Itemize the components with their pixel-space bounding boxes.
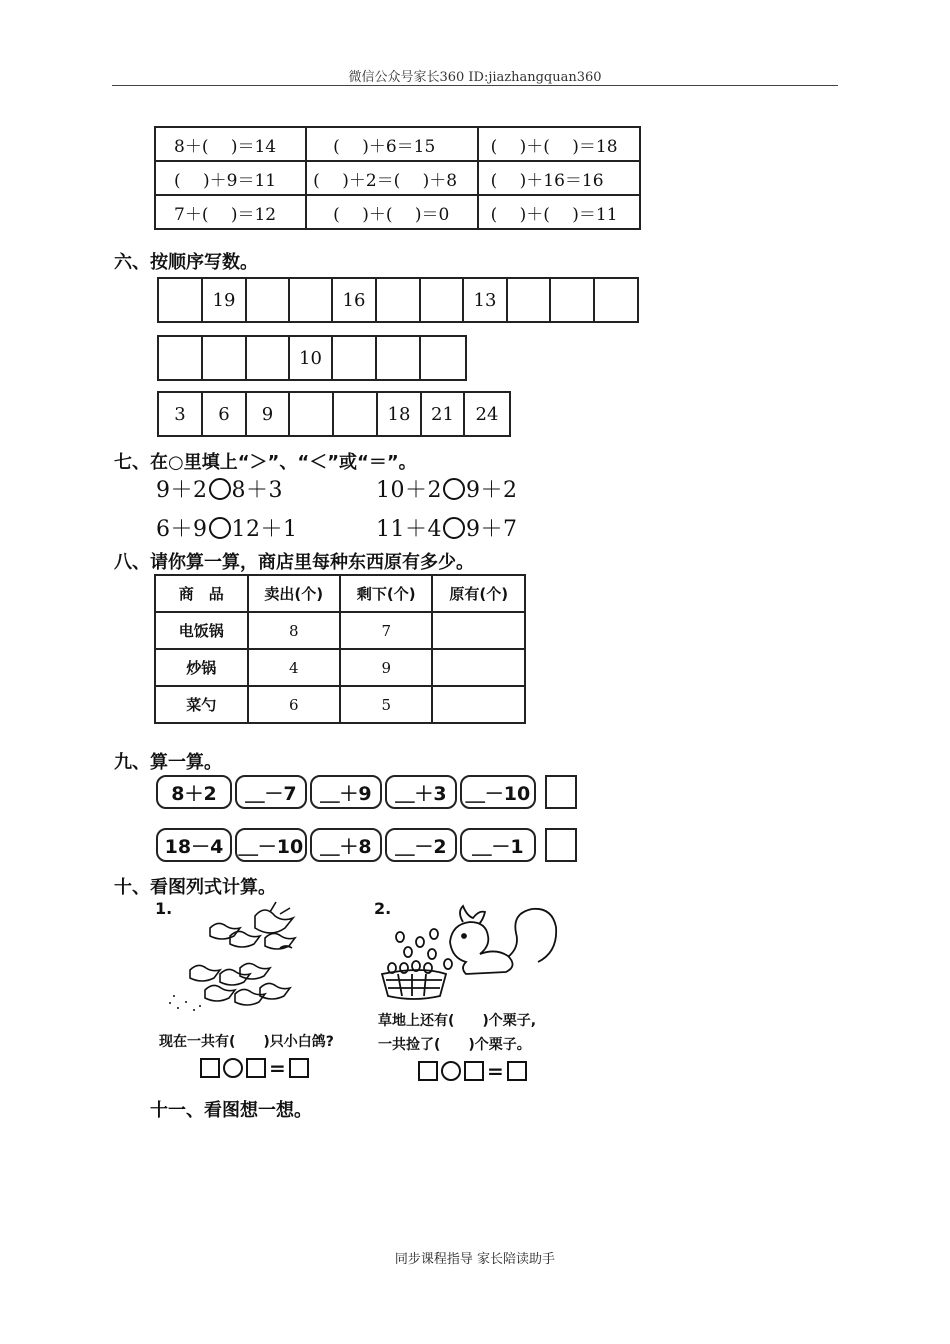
sequence-cell[interactable]: 6 — [203, 393, 247, 435]
sequence-cell[interactable] — [247, 337, 290, 379]
item-name: 菜勺 — [155, 686, 248, 723]
sold-cell: 4 — [248, 649, 340, 686]
page-header: 微信公众号家长360 ID:jiazhangquan360 — [348, 70, 602, 85]
compare-right: 8＋3 — [231, 478, 283, 503]
sequence-cell[interactable]: 3 — [159, 393, 203, 435]
pigeons-illustration — [160, 898, 330, 1018]
problem-1-number: 1. — [155, 899, 173, 918]
compare-item — [376, 473, 518, 504]
sequence-cell[interactable] — [377, 279, 421, 321]
answer-box[interactable] — [464, 1061, 484, 1081]
sequence-cell[interactable]: 19 — [203, 279, 247, 321]
sequence-cell[interactable] — [421, 337, 465, 379]
sequence-cell[interactable] — [290, 279, 333, 321]
sequence-cell[interactable]: 24 — [475, 403, 499, 425]
compare-circle[interactable] — [209, 517, 231, 539]
problem-2-number: 2. — [374, 899, 392, 918]
compare-circle[interactable] — [443, 517, 465, 539]
equation-cell[interactable]: ( )＋2＝( )＋8 — [306, 161, 477, 195]
sequence-cell[interactable] — [247, 279, 290, 321]
sequence-row-2 — [157, 335, 467, 381]
sold-cell: 8 — [248, 612, 340, 649]
original-cell[interactable] — [432, 649, 525, 686]
equation-cell[interactable]: ( )＋9＝11 — [155, 161, 306, 195]
chain-step[interactable]: ＿－10 — [235, 828, 307, 862]
sequence-cell[interactable]: 9 — [247, 393, 290, 435]
compare-right: 12＋1 — [231, 517, 298, 542]
table-row — [155, 161, 640, 195]
table-row — [155, 195, 640, 229]
sequence-cell[interactable] — [421, 279, 464, 321]
sequence-cell[interactable] — [203, 337, 247, 379]
equation-cell[interactable]: ( )＋6＝15 — [306, 127, 477, 161]
header-divider — [112, 85, 838, 86]
original-cell[interactable] — [432, 612, 525, 649]
equals-sign: = — [269, 1056, 286, 1080]
left-cell: 9 — [340, 649, 432, 686]
compare-left: 10＋2 — [376, 478, 442, 503]
chain-step[interactable]: ＿－2 — [385, 828, 457, 862]
equation-cell[interactable]: ( )＋( )＝11 — [478, 195, 640, 229]
problem-1-text: 现在一共有( )只小白鸽? — [159, 1034, 334, 1050]
equation-cell[interactable]: ( )＋( )＝0 — [306, 195, 477, 229]
equation-cell[interactable]: 8＋( )＝14 — [155, 127, 306, 161]
compare-circle[interactable] — [443, 478, 465, 500]
calc-chain-2 — [156, 828, 577, 862]
sequence-cell[interactable]: 10 — [290, 337, 333, 379]
sequence-cell[interactable]: 18 — [378, 393, 422, 435]
chain-step: 18－4 — [156, 828, 232, 862]
section-7-title: 七、在○里填上“＞”、“＜”或“＝”。 — [114, 452, 417, 473]
original-cell[interactable] — [432, 686, 525, 723]
answer-box[interactable] — [545, 775, 577, 809]
sequence-cell[interactable] — [333, 337, 377, 379]
table-row — [155, 686, 525, 723]
sequence-cell[interactable] — [377, 337, 421, 379]
chain-step[interactable]: ＿－7 — [235, 775, 307, 809]
operator-circle[interactable] — [441, 1061, 461, 1081]
equation-cell[interactable]: ( )＋16＝16 — [478, 161, 640, 195]
sequence-cell[interactable] — [334, 393, 378, 435]
column-header: 商 品 — [155, 575, 248, 612]
chain-step: 8＋2 — [156, 775, 232, 809]
answer-box[interactable] — [200, 1058, 220, 1078]
compare-circle[interactable] — [209, 478, 231, 500]
compare-item — [156, 473, 283, 504]
left-cell: 7 — [340, 612, 432, 649]
answer-box[interactable] — [418, 1061, 438, 1081]
section-10-title: 十、看图列式计算。 — [114, 877, 276, 898]
equation-cell[interactable]: ( )＋( )＝18 — [478, 127, 640, 161]
answer-box[interactable] — [289, 1058, 309, 1078]
chain-step[interactable]: ＿－10 — [460, 775, 536, 809]
sold-cell: 6 — [248, 686, 340, 723]
calc-chain-1 — [156, 775, 577, 809]
operator-circle[interactable] — [223, 1058, 243, 1078]
problem-1-answer — [200, 1058, 309, 1078]
squirrel-illustration — [378, 902, 568, 1002]
compare-item — [156, 512, 298, 543]
item-name: 炒锅 — [155, 649, 248, 686]
compare-left: 9＋2 — [156, 478, 208, 503]
shop-table — [154, 574, 526, 724]
section-8-title: 八、请你算一算，商店里每种东西原有多少。 — [114, 552, 474, 573]
equation-cell[interactable]: 7＋( )＝12 — [155, 195, 306, 229]
sequence-cell[interactable]: 16 — [333, 279, 377, 321]
chain-step[interactable]: ＿－1 — [460, 828, 536, 862]
sequence-cell[interactable]: 21 — [422, 393, 465, 435]
sequence-cell[interactable] — [551, 279, 595, 321]
sequence-row-3 — [157, 391, 511, 437]
chain-step[interactable]: ＿＋3 — [385, 775, 457, 809]
page-footer: 同步课程指导 家长陪读助手 — [394, 1252, 556, 1267]
compare-item — [376, 512, 518, 543]
chain-step[interactable]: ＿＋9 — [310, 775, 382, 809]
sequence-cell[interactable] — [159, 337, 203, 379]
problem-2-answer — [418, 1061, 527, 1081]
answer-box[interactable] — [545, 828, 577, 862]
answer-box[interactable] — [507, 1061, 527, 1081]
sequence-cell[interactable] — [290, 393, 334, 435]
table-header-row — [155, 575, 525, 612]
column-header: 卖出(个) — [248, 575, 340, 612]
table-row — [155, 612, 525, 649]
compare-right: 9＋7 — [466, 517, 518, 542]
compare-left: 6＋9 — [156, 517, 208, 542]
sequence-cell[interactable] — [508, 279, 551, 321]
problem-2-text-2: 一共捡了( )个栗子。 — [378, 1037, 531, 1053]
table-row — [155, 649, 525, 686]
section-9-title: 九、算一算。 — [114, 752, 222, 773]
table-row — [155, 127, 640, 161]
sequence-cell[interactable] — [595, 279, 637, 321]
equals-sign: = — [487, 1059, 504, 1083]
column-header: 剩下(个) — [340, 575, 432, 612]
sequence-cell[interactable] — [159, 279, 203, 321]
item-name: 电饭锅 — [155, 612, 248, 649]
equation-table — [154, 126, 641, 230]
sequence-row-1 — [157, 277, 639, 323]
answer-box[interactable] — [246, 1058, 266, 1078]
problem-2-text-1: 草地上还有( )个栗子, — [378, 1013, 537, 1029]
section-6-title: 六、按顺序写数。 — [114, 252, 258, 273]
left-cell: 5 — [340, 686, 432, 723]
column-header: 原有(个) — [432, 575, 525, 612]
sequence-cell[interactable]: 13 — [464, 279, 508, 321]
compare-left: 11＋4 — [376, 517, 442, 542]
chain-step[interactable]: ＿＋8 — [310, 828, 382, 862]
section-11-title: 十一、看图想一想。 — [150, 1100, 312, 1121]
compare-right: 9＋2 — [466, 478, 518, 503]
